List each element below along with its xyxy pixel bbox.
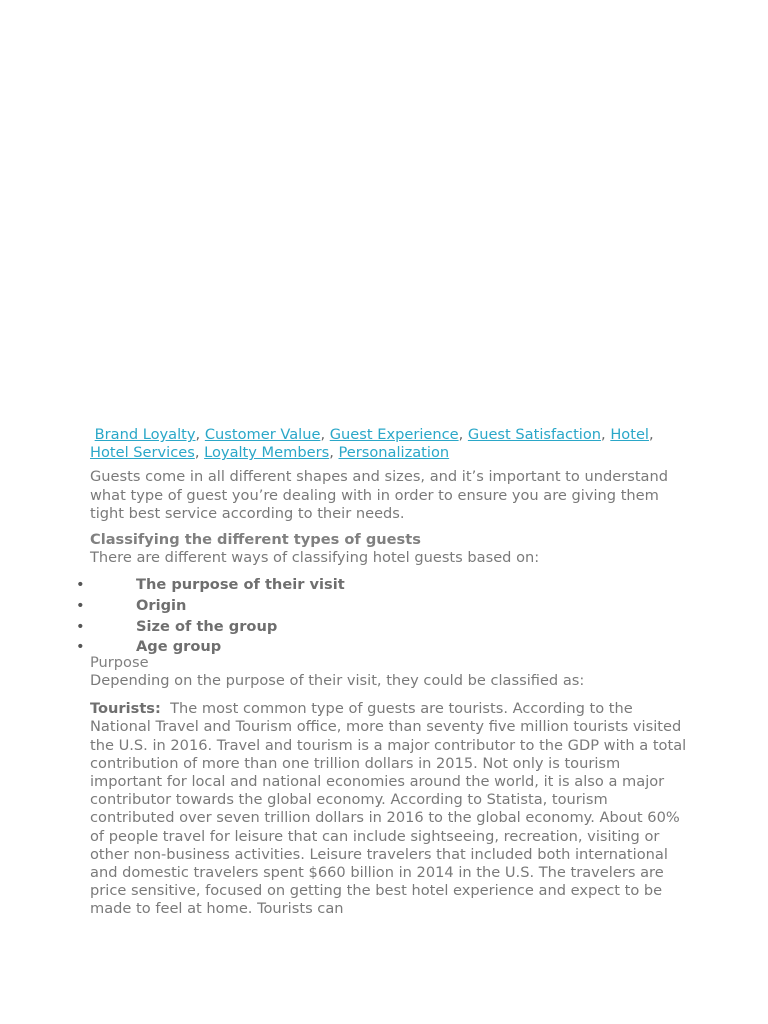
list-item — [76, 617, 690, 638]
tag-link-hotel[interactable]: Hotel — [610, 426, 649, 443]
list-item — [76, 596, 690, 617]
tag-link-personalization[interactable]: Personalization — [338, 444, 450, 462]
tag-link-brand-loyalty[interactable]: Brand Loyalty — [94, 426, 196, 443]
tourists-text: The most common type of guests are tourists. According to the National Travel and Tourism office, more than seventy five million tourists visited the U.S. in 2016. Travel and tourism is a major contributor to the GDP with a total contribution of more than one trillion dollars in 2015. Not only is tourism important for local and national economies around the world, it is also a major contributor towards the global economy. According to Statista, tourism contributed over seven trillion dollars in 2016 to the global economy. About 60% of people travel for leisure that can include sightseeing, recreation, visiting or other non-business activities. Leisure travelers that included both international and domestic travelers spent $660 billion in 2014 in the U.S. The travelers are price sensitive, focused on getting the best hotel experience and expect to be made to feel at home. Tourists can — [90, 700, 687, 918]
classify-heading: Classifying the different types of guests — [90, 531, 421, 549]
guest-type-list — [76, 575, 690, 657]
list-item — [76, 575, 690, 596]
purpose-heading: Purpose — [90, 653, 149, 671]
bullet-icon: • — [76, 597, 85, 615]
tag-link-hotel-services[interactable]: Hotel Services — [90, 444, 195, 462]
list-item — [76, 637, 690, 658]
article-content — [76, 426, 690, 919]
list-item-label: Age group — [136, 638, 222, 656]
intro-paragraph: Guests come in all different shapes and sizes, and it’s important to understand what type of guest you’re dealing with in order to ensure you are giving them tight best service according to their needs. — [90, 468, 668, 522]
classify-text: There are different ways of classifying hotel guests based on: — [90, 549, 540, 567]
list-item-label: Origin — [136, 597, 187, 615]
bullet-icon: • — [76, 576, 85, 594]
tag-link-guest-satisfaction[interactable]: Guest Satisfaction — [467, 426, 602, 443]
tag-link-loyalty-members[interactable]: Loyalty Members — [204, 444, 330, 462]
tag-link-customer-value[interactable]: Customer Value — [204, 426, 321, 443]
tourists-label: Tourists: — [90, 700, 161, 718]
list-item-label: Size of the group — [136, 617, 278, 635]
list-item-label: The purpose of their visit — [136, 576, 345, 594]
tourists-paragraph — [90, 700, 690, 918]
purpose-text: Depending on the purpose of their visit, they could be classified as: — [90, 672, 585, 689]
bullet-icon: • — [76, 617, 85, 635]
bullet-icon: • — [76, 638, 85, 656]
tag-list: Brand Loyalty, Customer Value, Guest Experience, Guest Satisfaction, Hotel, Hotel Services, Loyalty Members, Personalization — [90, 426, 654, 462]
tag-link-guest-experience[interactable]: Guest Experience — [329, 426, 459, 443]
